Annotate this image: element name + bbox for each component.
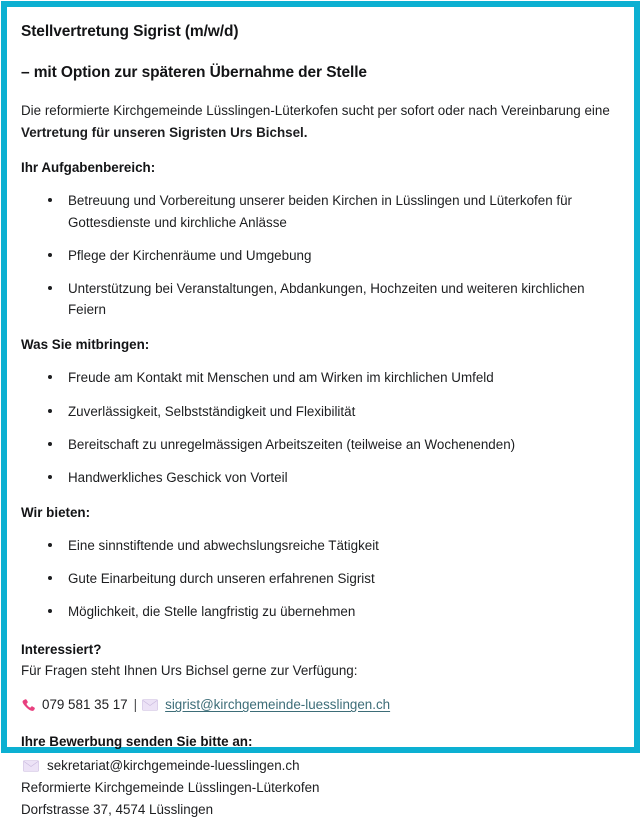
interested-contact-note: Für Fragen steht Ihnen Urs Bichsel gerne zur Verfügung: bbox=[21, 663, 358, 679]
apply-email-address: sekretariat@kirchgemeinde-luesslingen.ch bbox=[47, 757, 300, 773]
list-item: Handwerkliches Geschick von Vorteil bbox=[21, 467, 620, 488]
contact-row bbox=[21, 695, 620, 715]
interested-heading: Interessiert? bbox=[21, 641, 102, 657]
list-item: Unterstützung bei Veranstaltungen, Abdankungen, Hochzeiten und weiteren kirchlichen Feiern bbox=[21, 278, 620, 320]
contact-phone-number: 079 581 35 17 bbox=[42, 697, 128, 713]
section-bullet-list bbox=[21, 535, 620, 623]
contact-separator: | bbox=[133, 697, 138, 713]
section-heading: Ihr Aufgabenbereich: bbox=[21, 160, 156, 176]
list-item: Möglichkeit, die Stelle langfristig zu übernehmen bbox=[21, 601, 620, 622]
list-item: Bereitschaft zu unregelmässigen Arbeitszeiten (teilweise an Wochenenden) bbox=[21, 434, 620, 455]
list-item: Eine sinnstiftende und abwechslungsreiche Tätigkeit bbox=[21, 535, 620, 556]
organisation-name: Reformierte Kirchgemeinde Lüsslingen-Lüterkofen bbox=[21, 779, 320, 795]
list-item: Freude am Kontakt mit Menschen und am Wirken im kirchlichen Umfeld bbox=[21, 367, 620, 388]
list-item: Zuverlässigkeit, Selbstständigkeit und Flexibilität bbox=[21, 401, 620, 422]
intro-paragraph bbox=[21, 100, 620, 143]
intro-text-emphasis: Vertretung für unseren Sigristen Urs Bichsel. bbox=[21, 124, 308, 140]
page-subtitle: – mit Option zur späteren Übernahme der Stelle bbox=[21, 63, 367, 81]
section-aufgabenbereich bbox=[21, 158, 620, 320]
section-bullet-list bbox=[21, 190, 620, 320]
section-heading: Wir bieten: bbox=[21, 505, 91, 521]
envelope-icon bbox=[142, 699, 158, 711]
apply-heading: Ihre Bewerbung senden Sie bitte an: bbox=[21, 734, 253, 750]
list-item: Pflege der Kirchenräume und Umgebung bbox=[21, 245, 620, 266]
section-wir-bieten bbox=[21, 503, 620, 623]
section-bullet-list bbox=[21, 367, 620, 488]
phone-icon bbox=[21, 698, 36, 713]
envelope-icon bbox=[23, 760, 39, 772]
contact-email-link[interactable]: sigrist@kirchgemeinde-luesslingen.ch bbox=[165, 697, 391, 713]
intro-text-plain: Die reformierte Kirchgemeinde Lüsslingen-Lüterkofen sucht per sofort oder nach Vereinbarung eine bbox=[21, 102, 610, 118]
card-content bbox=[7, 7, 634, 831]
list-item: Betreuung und Vorbereitung unserer beiden Kirchen in Lüsslingen und Lüterkofen für Gottesdienste und kirchliche Anlässe bbox=[21, 190, 620, 232]
section-interessiert bbox=[21, 640, 620, 682]
list-item: Gute Einarbeitung durch unseren erfahrenen Sigrist bbox=[21, 568, 620, 589]
page-title: Stellvertretung Sigrist (m/w/d) bbox=[21, 23, 239, 40]
card-border-frame bbox=[1, 1, 640, 818]
apply-email-row bbox=[21, 756, 620, 776]
postal-address: Dorfstrasse 37, 4574 Lüsslingen bbox=[21, 802, 214, 818]
section-was-sie-mitbringen bbox=[21, 335, 620, 488]
section-heading: Was Sie mitbringen: bbox=[21, 337, 150, 353]
